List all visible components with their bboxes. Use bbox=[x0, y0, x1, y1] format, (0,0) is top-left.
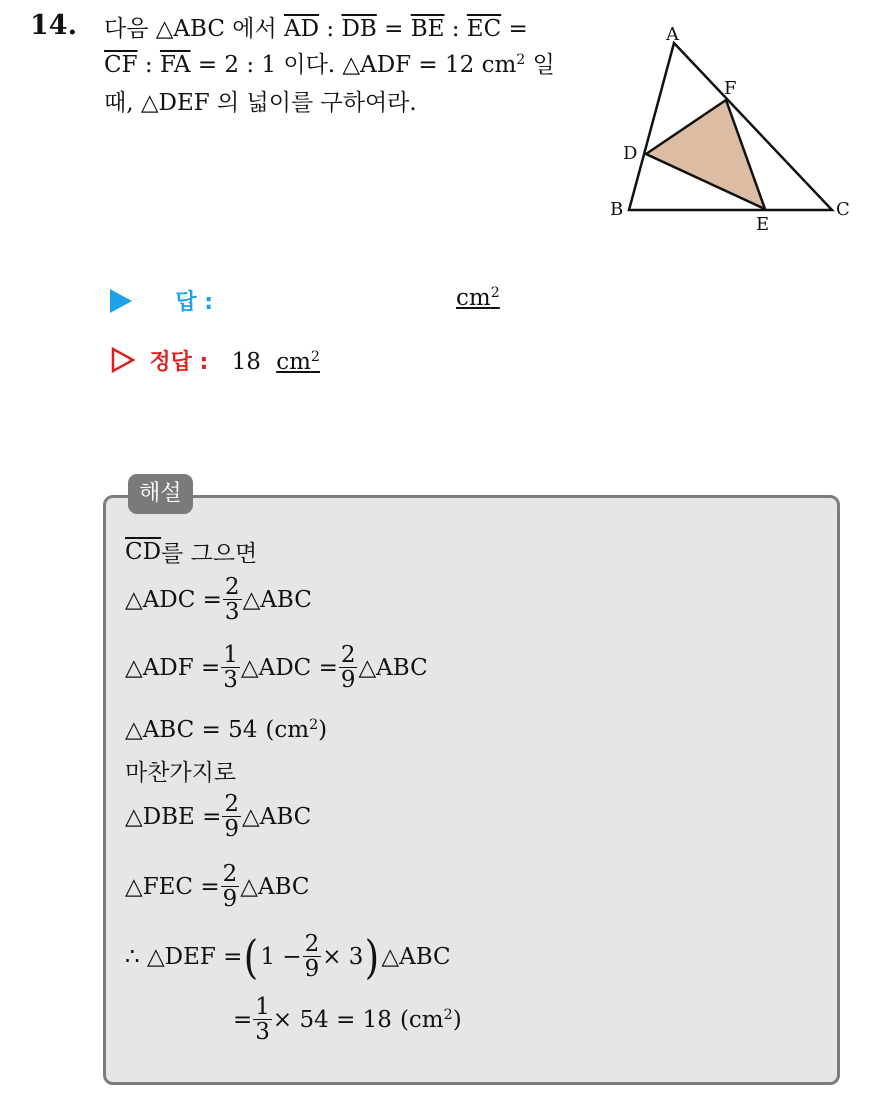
equals: = bbox=[501, 16, 528, 42]
solution-line-6 bbox=[125, 792, 311, 841]
triangle-def-fill bbox=[646, 100, 765, 209]
segment-db: $\overline{DB}$ bbox=[341, 16, 377, 42]
label-a: A bbox=[666, 24, 679, 45]
expr-rhs: △ABC bbox=[240, 873, 310, 900]
solution-line-9 bbox=[233, 995, 462, 1044]
fraction: $\frac{2}{9}$ bbox=[222, 861, 238, 913]
expr-rhs: △ABC bbox=[242, 803, 312, 830]
colon: : bbox=[444, 16, 467, 42]
label-e: E bbox=[756, 214, 770, 235]
outline-arrow-icon bbox=[110, 346, 136, 374]
segment-cd: $\overline{CD}$ bbox=[125, 538, 162, 565]
expr-lhs: △DBE = bbox=[125, 803, 222, 830]
solution-line-2 bbox=[125, 575, 312, 624]
label-d: D bbox=[623, 143, 638, 164]
solution-line-4 bbox=[125, 717, 327, 743]
question-tail: 일 bbox=[525, 52, 555, 78]
expr-lhs: △FEC = bbox=[125, 873, 220, 900]
expr-eq: = bbox=[233, 1006, 253, 1033]
expr-times: × 3 bbox=[322, 943, 364, 970]
unit-paren: $(cm^2)$ bbox=[399, 1006, 462, 1033]
fraction: $\frac{2}{9}$ bbox=[340, 642, 356, 694]
answer-unit[interactable]: $cm^2$ bbox=[456, 285, 500, 311]
label-f: F bbox=[724, 78, 737, 99]
segment-ad: $\overline{AD}$ bbox=[284, 16, 320, 42]
unit-paren: $(cm^2)$ bbox=[265, 717, 328, 743]
play-arrow-icon bbox=[110, 289, 132, 313]
expr-rhs: △ABC bbox=[381, 943, 451, 970]
colon: : bbox=[137, 52, 160, 78]
solution-line-3 bbox=[125, 643, 428, 692]
expr-lhs: △ADC = bbox=[125, 586, 222, 613]
exponent: 2 bbox=[516, 52, 526, 69]
expr-rhs: △ABC bbox=[242, 586, 312, 613]
solution-line-8 bbox=[125, 929, 451, 984]
solution-tag: 해설 bbox=[128, 474, 193, 514]
segment-be: $\overline{BE}$ bbox=[410, 16, 445, 42]
solution-line-7 bbox=[125, 862, 310, 911]
triangle-figure bbox=[600, 18, 860, 243]
question-number: 14. bbox=[30, 10, 77, 41]
correct-value: 18 bbox=[231, 349, 261, 375]
correct-unit: $cm^2$ bbox=[276, 349, 320, 375]
segment-cf: $\overline{CF}$ bbox=[104, 52, 138, 78]
correct-label: 정답 : bbox=[149, 350, 209, 375]
question-line-2 bbox=[104, 54, 555, 77]
fraction: $\frac{1}{3}$ bbox=[255, 994, 270, 1046]
answer-label: 답 : bbox=[175, 290, 214, 315]
question-line-3: 때, △DEF 의 넓이를 구하여라. bbox=[104, 90, 417, 116]
fraction: $\frac{2}{3}$ bbox=[224, 574, 240, 626]
fraction: $\frac{1}{3}$ bbox=[223, 642, 238, 694]
fraction: $\frac{2}{9}$ bbox=[224, 791, 240, 843]
segment-fa: $\overline{FA}$ bbox=[159, 52, 191, 78]
correct-answer-row bbox=[110, 345, 320, 376]
expr-one: 1 − bbox=[260, 943, 302, 970]
question-lead: 다음 △ABC 에서 bbox=[104, 16, 285, 42]
expr: △ABC = 54 bbox=[125, 717, 258, 743]
segment-ec: $\overline{EC}$ bbox=[466, 16, 502, 42]
paren-open: ( bbox=[244, 929, 259, 984]
equals: = bbox=[376, 16, 411, 42]
fraction: $\frac{2}{9}$ bbox=[304, 931, 320, 983]
expr-rhs: △ABC bbox=[358, 654, 428, 681]
answer-row bbox=[110, 285, 500, 316]
paren-close: ) bbox=[365, 929, 380, 984]
solution-line-5: 마찬가지로 bbox=[125, 760, 237, 786]
solution-text: 를 그으면 bbox=[161, 541, 258, 567]
label-b: B bbox=[610, 199, 624, 220]
expr-rest: × 54 = 18 bbox=[272, 1006, 392, 1033]
question-line-1 bbox=[104, 18, 528, 41]
label-c: C bbox=[836, 199, 850, 220]
colon: : bbox=[319, 16, 342, 42]
solution-line-1 bbox=[125, 535, 257, 568]
expr-lhs: ∴ △DEF = bbox=[125, 943, 243, 970]
expr-mid: △ADC = bbox=[240, 654, 338, 681]
expr-lhs: △ADF = bbox=[125, 654, 221, 681]
ratio-text: = 2 : 1 이다. △ADF = 12 cm bbox=[190, 52, 517, 78]
